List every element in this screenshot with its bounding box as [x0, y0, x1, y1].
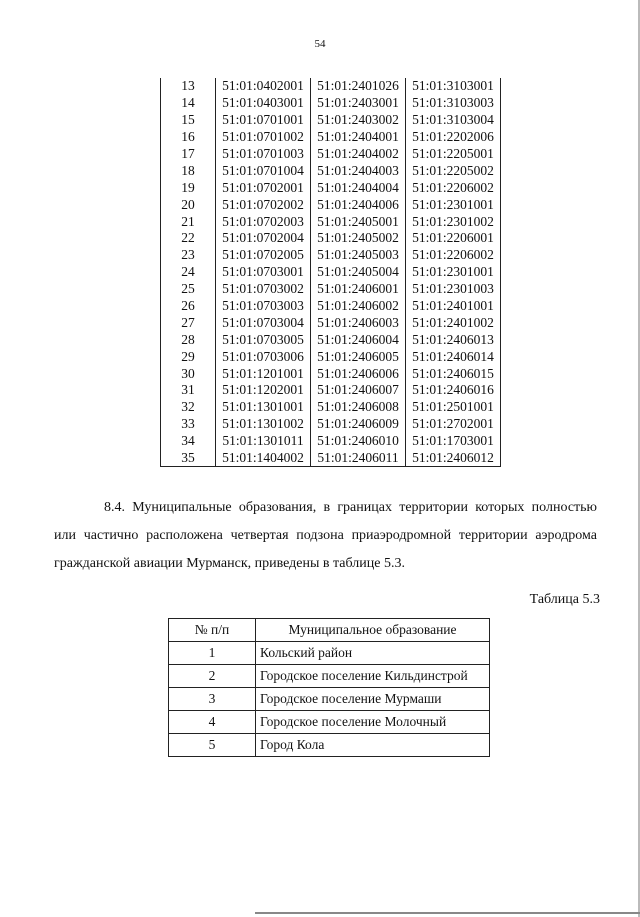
- municipality-number: 3: [169, 688, 256, 711]
- code-cell-3: 51:01:2401002: [406, 314, 501, 331]
- code-cell-1: 51:01:1301011: [216, 433, 311, 450]
- table-row: [169, 642, 490, 665]
- code-cell-1: 51:01:1404002: [216, 450, 311, 467]
- code-cell-2: 51:01:2406010: [311, 433, 406, 450]
- code-cell-3: 51:01:3103004: [406, 112, 501, 129]
- municipality-number: 5: [169, 734, 256, 757]
- header-municipality: Муниципальное образование: [256, 619, 490, 642]
- code-cell-2: 51:01:2401026: [311, 78, 406, 95]
- scan-bottom-edge: [255, 912, 640, 914]
- code-cell-3: 51:01:2401001: [406, 298, 501, 315]
- page-number: 54: [314, 38, 326, 50]
- table-row: [161, 179, 501, 196]
- code-cell-3: 51:01:2406015: [406, 365, 501, 382]
- code-cell-2: 51:01:2406011: [311, 450, 406, 467]
- code-cell-1: 51:01:0701003: [216, 146, 311, 163]
- code-cell-2: 51:01:2405003: [311, 247, 406, 264]
- code-cell-3: 51:01:2406012: [406, 450, 501, 467]
- code-cell-2: 51:01:2404003: [311, 162, 406, 179]
- row-number: 30: [161, 365, 216, 382]
- row-number: 14: [161, 95, 216, 112]
- code-cell-1: 51:01:0701001: [216, 112, 311, 129]
- paragraph-line-2: или частично расположена четвертая подзона приаэродромной территории аэродрома: [54, 528, 597, 543]
- table-row: [161, 416, 501, 433]
- code-cell-3: 51:01:2406013: [406, 331, 501, 348]
- table-row: [169, 688, 490, 711]
- code-cell-3: 51:01:2205002: [406, 162, 501, 179]
- table-row: [161, 264, 501, 281]
- code-cell-3: 51:01:2702001: [406, 416, 501, 433]
- row-number: 35: [161, 450, 216, 467]
- row-number: 17: [161, 146, 216, 163]
- table-row: [169, 665, 490, 688]
- code-cell-3: 51:01:3103001: [406, 78, 501, 95]
- paragraph-8-4: [54, 494, 597, 578]
- code-cell-1: 51:01:0702001: [216, 179, 311, 196]
- code-cell-2: 51:01:2406009: [311, 416, 406, 433]
- table-row: [161, 146, 501, 163]
- row-number: 22: [161, 230, 216, 247]
- table-row: [161, 129, 501, 146]
- row-number: 16: [161, 129, 216, 146]
- table-row: [161, 95, 501, 112]
- code-cell-1: 51:01:1202001: [216, 382, 311, 399]
- code-cell-1: 51:01:0702004: [216, 230, 311, 247]
- row-number: 18: [161, 162, 216, 179]
- code-cell-1: 51:01:0703003: [216, 298, 311, 315]
- table-row: [161, 382, 501, 399]
- table-row: [161, 365, 501, 382]
- code-cell-3: 51:01:2301001: [406, 264, 501, 281]
- code-cell-3: 51:01:2301001: [406, 196, 501, 213]
- code-cell-2: 51:01:2405002: [311, 230, 406, 247]
- code-cell-3: 51:01:2206001: [406, 230, 501, 247]
- code-cell-2: 51:01:2406006: [311, 365, 406, 382]
- code-cell-2: 51:01:2406002: [311, 298, 406, 315]
- code-cell-3: 51:01:2406014: [406, 348, 501, 365]
- code-cell-1: 51:01:0702003: [216, 213, 311, 230]
- row-number: 24: [161, 264, 216, 281]
- code-cell-2: 51:01:2406007: [311, 382, 406, 399]
- municipality-number: 4: [169, 711, 256, 734]
- table-row: [161, 213, 501, 230]
- table-row: [169, 711, 490, 734]
- municipality-name: Городское поселение Кильдинстрой: [256, 665, 490, 688]
- row-number: 13: [161, 78, 216, 95]
- code-cell-3: 51:01:3103003: [406, 95, 501, 112]
- table-row: [169, 734, 490, 757]
- table-row: [161, 433, 501, 450]
- code-cell-1: 51:01:0402001: [216, 78, 311, 95]
- row-number: 21: [161, 213, 216, 230]
- cadastral-codes-table: [160, 78, 501, 467]
- municipality-name: Городское поселение Мурмаши: [256, 688, 490, 711]
- code-cell-2: 51:01:2404002: [311, 146, 406, 163]
- municipality-number: 2: [169, 665, 256, 688]
- paragraph-line-1: 8.4. Муниципальные образования, в границах территории которых полностью: [104, 500, 597, 515]
- code-cell-1: 51:01:0403001: [216, 95, 311, 112]
- code-cell-3: 51:01:2202006: [406, 129, 501, 146]
- municipality-name: Город Кола: [256, 734, 490, 757]
- code-cell-1: 51:01:0703006: [216, 348, 311, 365]
- code-cell-1: 51:01:0703004: [216, 314, 311, 331]
- cadastral-codes-body: [161, 78, 501, 467]
- code-cell-1: 51:01:1301002: [216, 416, 311, 433]
- table-row: [161, 196, 501, 213]
- code-cell-3: 51:01:2406016: [406, 382, 501, 399]
- municipalities-table: [168, 618, 490, 757]
- code-cell-1: 51:01:0703001: [216, 264, 311, 281]
- paragraph-line-3: гражданской авиации Мурманск, приведены в таблице 5.3.: [54, 556, 405, 571]
- row-number: 34: [161, 433, 216, 450]
- table-row: [161, 281, 501, 298]
- row-number: 26: [161, 298, 216, 315]
- code-cell-2: 51:01:2405001: [311, 213, 406, 230]
- header-number: № п/п: [169, 619, 256, 642]
- row-number: 28: [161, 331, 216, 348]
- code-cell-3: 51:01:2501001: [406, 399, 501, 416]
- code-cell-1: 51:01:0701004: [216, 162, 311, 179]
- code-cell-2: 51:01:2406001: [311, 281, 406, 298]
- table-caption: Таблица 5.3: [529, 592, 600, 607]
- row-number: 25: [161, 281, 216, 298]
- table-row: [161, 348, 501, 365]
- code-cell-3: 51:01:2206002: [406, 179, 501, 196]
- code-cell-1: 51:01:0702005: [216, 247, 311, 264]
- row-number: 31: [161, 382, 216, 399]
- code-cell-2: 51:01:2404004: [311, 179, 406, 196]
- municipality-name: Городское поселение Молочный: [256, 711, 490, 734]
- code-cell-1: 51:01:1201001: [216, 365, 311, 382]
- table-row: [161, 112, 501, 129]
- code-cell-2: 51:01:2403002: [311, 112, 406, 129]
- table-row: [161, 450, 501, 467]
- code-cell-3: 51:01:2206002: [406, 247, 501, 264]
- table-row: [161, 331, 501, 348]
- row-number: 15: [161, 112, 216, 129]
- table-row: [161, 247, 501, 264]
- table-row: [161, 314, 501, 331]
- row-number: 32: [161, 399, 216, 416]
- table-row: [161, 399, 501, 416]
- code-cell-1: 51:01:1301001: [216, 399, 311, 416]
- code-cell-3: 51:01:2301003: [406, 281, 501, 298]
- code-cell-3: 51:01:2205001: [406, 146, 501, 163]
- row-number: 20: [161, 196, 216, 213]
- table-row: [161, 230, 501, 247]
- municipality-number: 1: [169, 642, 256, 665]
- row-number: 19: [161, 179, 216, 196]
- code-cell-2: 51:01:2405004: [311, 264, 406, 281]
- code-cell-2: 51:01:2406005: [311, 348, 406, 365]
- row-number: 27: [161, 314, 216, 331]
- code-cell-2: 51:01:2406008: [311, 399, 406, 416]
- code-cell-1: 51:01:0703005: [216, 331, 311, 348]
- code-cell-3: 51:01:2301002: [406, 213, 501, 230]
- code-cell-2: 51:01:2406003: [311, 314, 406, 331]
- row-number: 33: [161, 416, 216, 433]
- code-cell-1: 51:01:0701002: [216, 129, 311, 146]
- table-row: [161, 78, 501, 95]
- table-row: [161, 298, 501, 315]
- table-row: [161, 162, 501, 179]
- code-cell-1: 51:01:0702002: [216, 196, 311, 213]
- municipalities-body: [169, 642, 490, 757]
- code-cell-2: 51:01:2404006: [311, 196, 406, 213]
- code-cell-3: 51:01:1703001: [406, 433, 501, 450]
- municipality-name: Кольский район: [256, 642, 490, 665]
- municipalities-header-row: [169, 619, 490, 642]
- row-number: 23: [161, 247, 216, 264]
- code-cell-2: 51:01:2404001: [311, 129, 406, 146]
- code-cell-2: 51:01:2403001: [311, 95, 406, 112]
- row-number: 29: [161, 348, 216, 365]
- code-cell-2: 51:01:2406004: [311, 331, 406, 348]
- code-cell-1: 51:01:0703002: [216, 281, 311, 298]
